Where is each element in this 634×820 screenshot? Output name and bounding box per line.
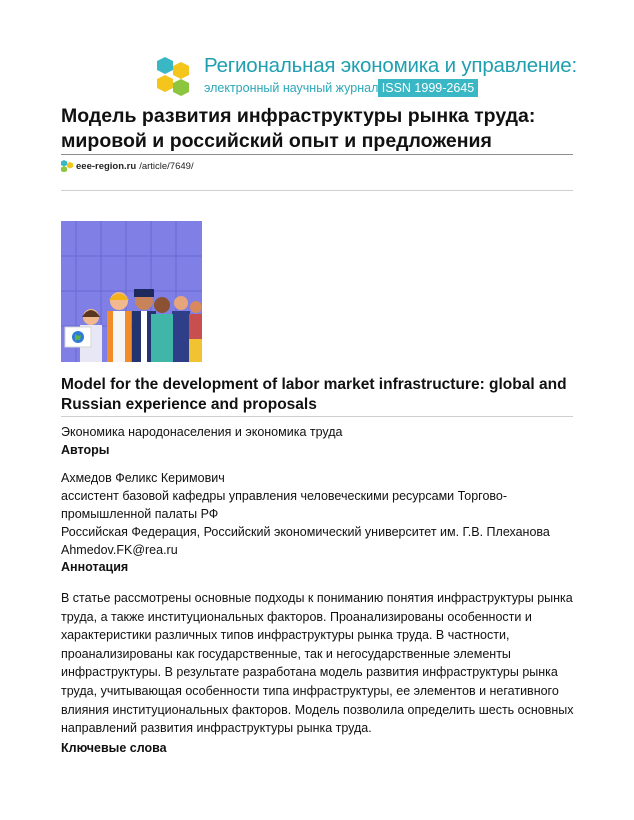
abstract-text: В статье рассмотрены основные подходы к пониманию понятия инфраструктуры рынка труда, а также институциональных факторов. Проанализированы особенности и характеристики различных типов инфраструктуры рынка труда. В частности, проанализированы как государственные, так и негосударственные элементы инфраструктуры. В результате разработана модель развития инфраструктуры рынка труда, учитывающая особенности типа инфраструктуры, ее элементов и негативного влияния институциональных факторов. Модель позволила определить шесть основных направлений развития инфраструктуры рынка труда. — [61, 591, 574, 736]
issn-badge: ISSN 1999-2645 — [378, 79, 478, 97]
keywords-heading: Ключевые слова — [61, 741, 167, 755]
header-divider — [61, 190, 573, 191]
author-position: ассистент базовой кафедры управления человеческими ресурсами Торгово-промышленной палаты РФ — [61, 489, 508, 521]
journal-title: Региональная экономика и управление: — [204, 54, 577, 77]
article-title-ru: Модель развития инфраструктуры рынка труда: мировой и российский опыт и предложения — [61, 105, 536, 152]
author-affiliation: Российская Федерация, Российский экономический университет им. Г.В. Плеханова — [61, 525, 550, 539]
site-favicon-icon — [61, 160, 73, 172]
article-title-en: Model for the development of labor market infrastructure: global and Russian experience and proposals — [61, 376, 567, 413]
authors-heading: Авторы — [61, 443, 110, 457]
article-url[interactable] — [61, 160, 194, 172]
author-block — [61, 469, 571, 559]
author-name: Ахмедов Феликс Керимович — [61, 471, 225, 485]
article-section[interactable]: Экономика народонаселения и экономика труда — [61, 425, 343, 439]
url-domain: eee-region.ru — [76, 160, 137, 172]
title-divider — [61, 154, 573, 155]
abstract-heading: Аннотация — [61, 560, 129, 574]
url-path: /article/7649/ — [139, 160, 194, 172]
journal-logo-icon — [156, 57, 192, 97]
article-illustration — [61, 221, 202, 362]
author-email[interactable]: Ahmedov.FK@rea.ru — [61, 543, 178, 557]
english-title-divider — [61, 416, 573, 417]
journal-masthead — [156, 53, 577, 101]
journal-subtitle: электронный научный журнал — [204, 81, 379, 95]
